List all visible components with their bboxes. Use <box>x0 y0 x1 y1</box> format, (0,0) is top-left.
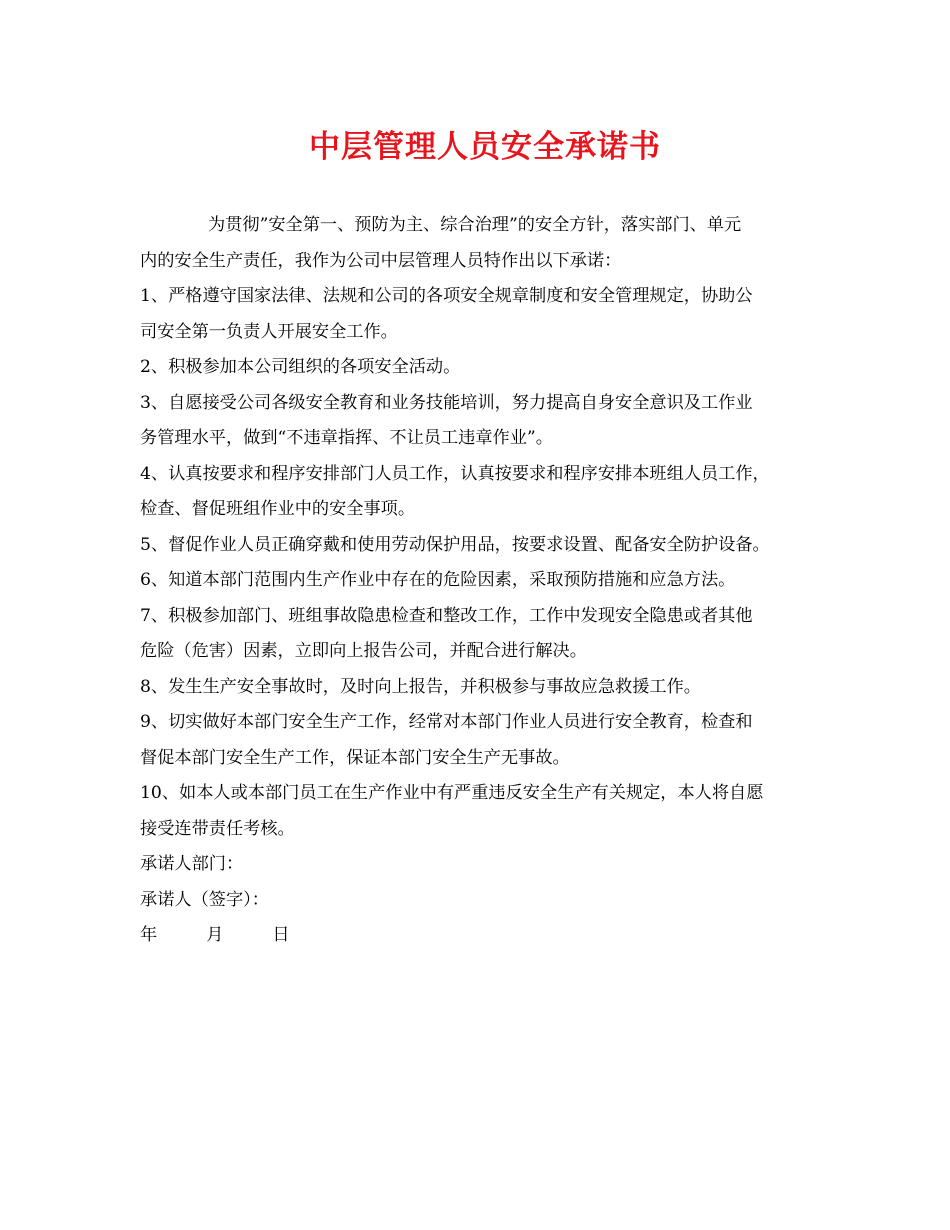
commitment-item-4 <box>140 457 830 528</box>
document-page <box>140 120 830 954</box>
commitment-line: 10、如本人或本部门员工在生产作业中有严重违反安全生产有关规定，本人将自愿 <box>140 783 764 803</box>
document-title: 中层管理人员安全承诺书 <box>309 129 661 165</box>
date-row <box>140 918 830 954</box>
commitment-line: 1、严格遵守国家法律、法规和公司的各项安全规章制度和安全管理规定，协助公 <box>140 286 753 306</box>
commitment-item-7 <box>140 599 830 670</box>
commitment-item-5 <box>140 528 830 564</box>
department-label: 承诺人部门： <box>140 854 244 874</box>
commitment-line: 7、积极参加部门、班组事故隐患检查和整改工作，工作中发现安全隐患或者其他 <box>140 605 753 626</box>
intro-paragraph <box>140 208 830 279</box>
commitment-item-9 <box>140 705 830 776</box>
month-label: 月 <box>206 925 224 945</box>
signer-label: 承诺人（签字）： <box>140 889 269 910</box>
intro-line: 内的安全生产责任，我作为公司中层管理人员特作出以下承诺： <box>140 250 622 271</box>
commitment-item-6 <box>140 563 830 599</box>
commitment-line: 司安全第一负责人开展安全工作。 <box>140 321 398 342</box>
commitment-line: 2、积极参加本公司组织的各项安全活动。 <box>140 357 461 377</box>
commitment-line: 危险（危害）因素，立即向上报告公司，并配合进行解决。 <box>140 641 587 661</box>
commitment-line: 3、自愿接受公司各级安全教育和业务技能培训，努力提高自身安全意识及工作业 <box>140 392 753 413</box>
commitment-line: 8、发生生产安全事故时，及时向上报告，并积极参与事故应急救援工作。 <box>140 676 701 697</box>
intro-line: 为贯彻”安全第一、预防为主、综合治理”的安全方针，落实部门、单元 <box>208 215 742 235</box>
commitment-item-8 <box>140 670 830 706</box>
commitment-line: 务管理水平，做到“不违章指挥、不让员工违章作业”。 <box>140 428 553 448</box>
commitment-item-3 <box>140 386 830 457</box>
commitment-list <box>140 279 830 847</box>
day-label: 日 <box>272 925 290 945</box>
year-label: 年 <box>140 925 158 945</box>
commitment-item-2 <box>140 350 830 386</box>
commitment-item-1 <box>140 279 830 350</box>
commitment-line: 接受连带责任考核。 <box>140 818 295 839</box>
commitment-line: 9、切实做好本部门安全生产工作，经常对本部门作业人员进行安全教育，检查和 <box>140 712 753 732</box>
commitment-line: 5、督促作业人员正确穿戴和使用劳动保护用品，按要求设置、配备安全防护设备。 <box>140 534 770 555</box>
commitment-line: 检查、督促班组作业中的安全事项。 <box>140 499 416 519</box>
signature-block <box>140 847 830 954</box>
commitment-line: 督促本部门安全生产工作，保证本部门安全生产无事故。 <box>140 747 570 768</box>
commitment-item-10 <box>140 776 830 847</box>
commitment-line: 6、知道本部门范围内生产作业中存在的危险因素，采取预防措施和应急方法。 <box>140 570 736 590</box>
commitment-line: 4、认真按要求和程序安排部门人员工作，认真按要求和程序安排本班组人员工作， <box>140 463 770 484</box>
